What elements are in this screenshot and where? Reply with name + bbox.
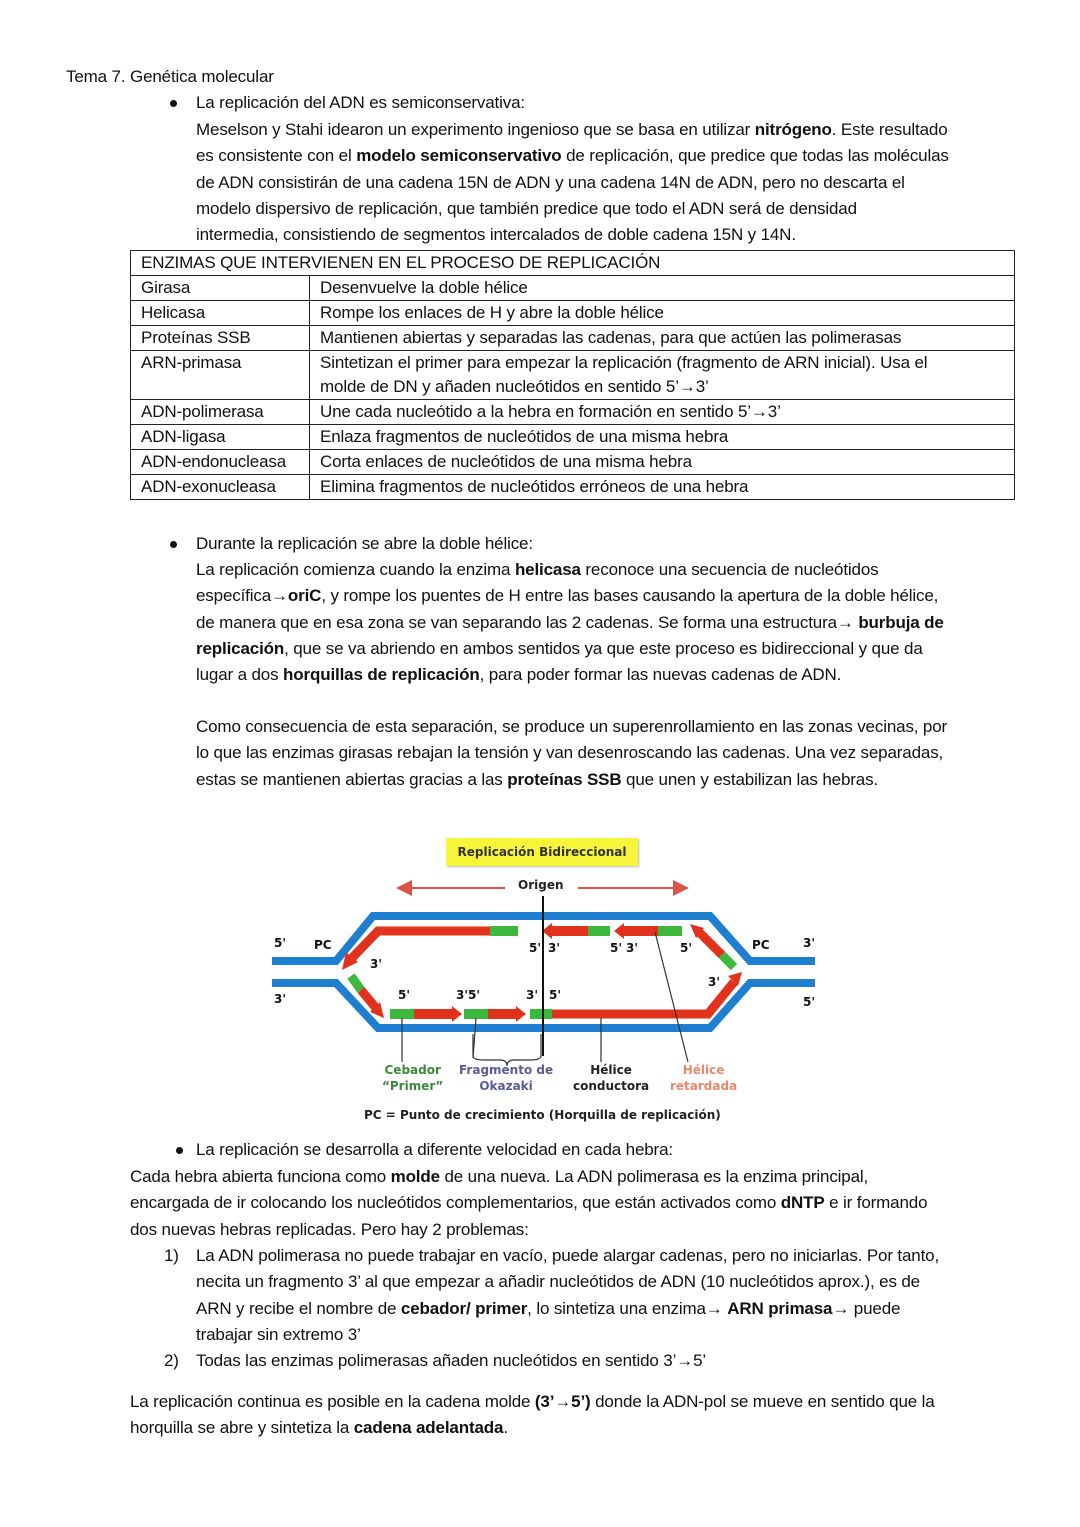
legend-leading: Hélice conductora: [573, 1063, 650, 1093]
text-line: modelo dispersivo de replicación, que también predice que todo el ADN será de densidad: [196, 198, 857, 218]
text-line: intermedia, consistiendo de segmentos intercalados de doble cadena 15N y 14N.: [196, 225, 796, 245]
text-line: dos nuevas hebras replicadas. Pero hay 2 problemas:: [130, 1219, 529, 1239]
table-row: Helicasa Rompe los enlaces de H y abre la doble hélice: [131, 301, 1015, 326]
end-label: 3': [548, 941, 561, 955]
replication-diagram: [260, 830, 820, 1130]
origin-label: Origen: [518, 878, 564, 892]
table-row: ADN-ligasa Enlaza fragmentos de nucleótidos de una misma hebra: [131, 425, 1015, 450]
text-line: es consistente con el modelo semiconservativo de replicación, que predice que todas las moléculas: [196, 146, 949, 166]
end-label: 5': [610, 941, 623, 955]
table-row: Proteínas SSB Mantienen abiertas y separadas las cadenas, para que actúen las polimerasas: [131, 326, 1015, 351]
end-label: 3': [803, 936, 816, 950]
end-label: 3': [370, 957, 383, 971]
text-line: de ADN consistirán de una cadena 15N de ADN y una cadena 14N de ADN, pero no descarta el: [196, 172, 905, 192]
text-line: ARN y recibe el nombre de cebador/ primer, lo sintetiza una enzima→ ARN primasa→ puede: [196, 1298, 901, 1318]
text-line: replicación, que se va abriendo en ambos sentidos ya que este proceso es bidireccional y que da: [196, 638, 923, 658]
text-line: necita un fragmento 3’ al que empezar a añadir nucleótidos de ADN (10 nucleótidos aprox.), es de: [196, 1272, 920, 1292]
list-number: 2): [164, 1351, 179, 1370]
end-label: 5': [803, 995, 816, 1009]
end-label: 5': [680, 941, 693, 955]
text-line: estas se mantienen abiertas gracias a las proteínas SSB que unen y estabilizan las hebras.: [196, 769, 879, 789]
text-line: específica→oriC, y rompe los puentes de H entre las bases causando la apertura de la doble hélice,: [196, 586, 939, 606]
table-row: Girasa Desenvuelve la doble hélice: [131, 276, 1015, 301]
bullet-icon: [170, 100, 177, 107]
end-label: 3'5': [456, 988, 481, 1002]
enzyme-table: [130, 250, 1015, 500]
list-number: 1): [164, 1246, 179, 1265]
end-label: 5': [549, 988, 562, 1002]
table-row: ADN-endonucleasa Corta enlaces de nucleótidos de una misma hebra: [131, 450, 1015, 475]
bullet-icon: [170, 541, 177, 548]
diagram-caption: PC = Punto de crecimiento (Horquilla de replicación): [364, 1108, 721, 1122]
legend-primer: Cebador “Primer”: [382, 1063, 444, 1093]
end-label: 5': [529, 941, 542, 955]
diagram-title: Replicación Bidireccional: [446, 838, 638, 866]
legend-okazaki: Fragmento de Okazaki: [459, 1063, 554, 1093]
text-line: trabajar sin extremo 3’: [196, 1324, 361, 1344]
end-label: 3': [626, 941, 639, 955]
text-line: Meselson y Stahi idearon un experimento ingenioso que se basa en utilizar nitrógeno. Este resultado: [196, 120, 948, 139]
text-line: La replicación comienza cuando la enzima helicasa reconoce una secuencia de nucleótidos: [196, 560, 879, 579]
bullet-icon: [176, 1147, 183, 1154]
end-label: 5': [398, 988, 411, 1002]
table-row: ADN-exonucleasa Elimina fragmentos de nucleótidos erróneos de una hebra: [131, 475, 1015, 500]
pc-label: PC: [752, 938, 770, 952]
text-line: Todas las enzimas polimerasas añaden nucleótidos en sentido 3’→5’: [196, 1351, 707, 1370]
text-line: lugar a dos horquillas de replicación, para poder formar las nuevas cadenas de ADN.: [196, 665, 842, 685]
table-row: ARN-primasa Sintetizan el primer para empezar la replicación (fragmento de ARN inicial). Usa el molde de DN y añaden nucleótidos en sentido 5’→3’: [131, 351, 1015, 400]
text-line: de manera que en esa zona se van separando las 2 cadenas. Se forma una estructura→ burbuja de: [196, 612, 944, 632]
pc-label: PC: [314, 938, 332, 952]
end-label: 5': [274, 936, 287, 950]
section1-heading: La replicación del ADN es semiconservativa:: [196, 93, 525, 112]
text-line: horquilla se abre y sintetiza la cadena adelantada.: [130, 1418, 508, 1438]
table-header: ENZIMAS QUE INTERVIENEN EN EL PROCESO DE REPLICACIÓN: [131, 251, 1015, 276]
section3-heading: La replicación se desarrolla a diferente velocidad en cada hebra:: [196, 1140, 673, 1159]
table-row: ADN-polimerasa Une cada nucleótido a la hebra en formación en sentido 5’→3’: [131, 400, 1015, 425]
text-line: lo que las enzimas girasas rebajan la tensión y van desenroscando las cadenas. Una vez separadas,: [196, 743, 944, 763]
end-label: 3': [526, 988, 539, 1002]
legend-lagging: Hélice retardada: [670, 1063, 738, 1093]
end-label: 3': [708, 975, 721, 989]
text-line: encargada de ir colocando los nucleótidos complementarios, que están activados como dNTP e ir formando: [130, 1193, 928, 1213]
end-label: 3': [274, 992, 287, 1006]
text-line: Cada hebra abierta funciona como molde de una nueva. La ADN polimerasa es la enzima principal,: [130, 1167, 869, 1186]
text-line: La replicación continua es posible en la cadena molde (3’→5’) donde la ADN-pol se mueve en sentido que la: [130, 1392, 935, 1411]
section2-heading: Durante la replicación se abre la doble hélice:: [196, 534, 533, 553]
text-line: Como consecuencia de esta separación, se produce un superenrollamiento en las zonas vecinas, por: [196, 717, 948, 736]
text-line: La ADN polimerasa no puede trabajar en vacío, puede alargar cadenas, pero no iniciarlas. Por tanto,: [196, 1246, 940, 1265]
page-title: Tema 7. Genética molecular: [66, 67, 274, 86]
